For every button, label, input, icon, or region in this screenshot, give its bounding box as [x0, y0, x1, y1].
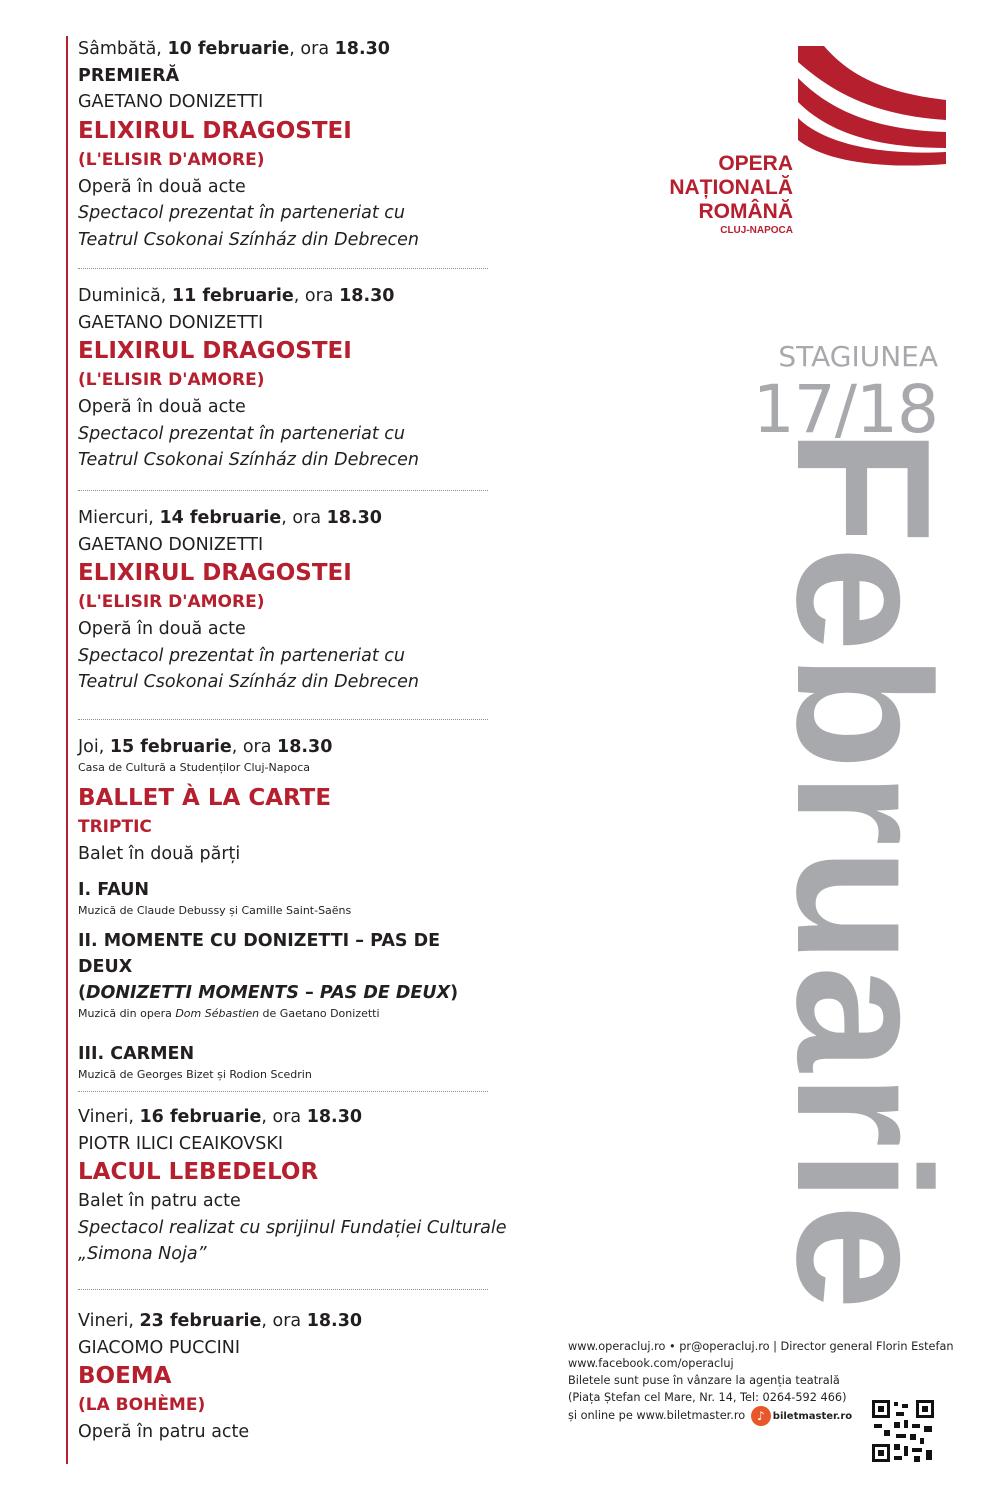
event-note: Spectacol prezentat în parteneriat cu [78, 423, 406, 444]
event-date: Duminică, 11 februarie, ora 18.30 [78, 286, 395, 306]
section-title: II. MOMENTE CU DONIZETTI – PAS DE DEUX [78, 931, 441, 977]
section-title: III. CARMEN [78, 1044, 195, 1064]
section-note: Muzică de Claude Debussy și Camille Saint-Saëns [78, 904, 352, 917]
event-subtitle: (L'ELISIR D'AMORE) [78, 370, 265, 390]
event-item [78, 1092, 507, 1290]
event-date: Vineri, 16 februarie, ora 18.30 [78, 1107, 363, 1127]
event-note: Spectacol realizat cu sprijinul Fundației Culturale [78, 1217, 507, 1238]
event-subtitle: TRIPTIC [78, 816, 152, 837]
event-date: Joi, 15 februarie, ora 18.30 [78, 737, 333, 757]
section-title: I. FAUN [78, 880, 150, 900]
opera-logo-text: OPERA NAȚIONALĂ ROMÂNĂ CLUJ-NAPOCA [669, 152, 793, 236]
event-composer: GAETANO DONIZETTI [78, 534, 264, 555]
footer-contact: www.operacluj.ro • pr@operacluj.ro | Director general Florin Estefan [568, 1340, 954, 1353]
ballet-section [78, 877, 488, 918]
event-genre: Operă în două acte [78, 397, 246, 417]
event-genre: Balet în patru acte [78, 1191, 241, 1211]
event-item [78, 36, 488, 269]
section-alt-title: (DONIZETTI MOMENTS – PAS DE DEUX) [78, 983, 459, 1003]
event-title: BALLET À LA CARTE [78, 784, 332, 811]
event-subtitle: (LA BOHÈME) [78, 1395, 206, 1415]
event-composer: GIACOMO PUCCINI [78, 1337, 241, 1358]
biletmaster-icon: ♪ [751, 1406, 771, 1426]
footer-address: (Piața Ștefan cel Mare, Nr. 14, Tel: 0264-592 466) [568, 1391, 847, 1404]
event-note: Teatrul Csokonai Színház din Debrecen [78, 672, 419, 692]
event-item [78, 491, 488, 720]
event-date: Sâmbătă, 10 februarie, ora 18.30 [78, 39, 390, 59]
event-item [78, 720, 488, 1092]
event-subtitle: (L'ELISIR D'AMORE) [78, 149, 265, 170]
premiere-label: PREMIERĂ [78, 65, 180, 86]
event-title: ELIXIRUL DRAGOSTEI [78, 560, 352, 586]
event-title: BOEMA [78, 1363, 172, 1389]
event-composer: GAETANO DONIZETTI [78, 92, 264, 112]
footer-facebook: www.facebook.com/operacluj [568, 1357, 734, 1370]
event-note: Spectacol prezentat în parteneriat cu [78, 203, 406, 223]
qr-code-icon [870, 1398, 936, 1464]
month-title: Februarie [757, 428, 969, 1312]
season-label: STAGIUNEA 17/18 [752, 340, 938, 448]
event-genre: Operă în patru acte [78, 1422, 250, 1442]
event-genre: Balet în două părți [78, 843, 241, 864]
ballet-section [78, 928, 488, 1021]
footer-online: și online pe www.biletmaster.ro ♪ biletmaster.ro [568, 1406, 954, 1426]
event-subtitle: (L'ELISIR D'AMORE) [78, 592, 265, 612]
event-note: Teatrul Csokonai Színház din Debrecen [78, 229, 419, 250]
event-note: Spectacol prezentat în parteneriat cu [78, 645, 406, 666]
event-date: Vineri, 23 februarie, ora 18.30 [78, 1311, 363, 1331]
event-title: LACUL LEBEDELOR [78, 1159, 319, 1185]
left-accent-rule [66, 36, 68, 1464]
event-note: Teatrul Csokonai Színház din Debrecen [78, 450, 419, 470]
event-title: ELIXIRUL DRAGOSTEI [78, 117, 352, 144]
event-list [78, 36, 507, 1446]
section-note: Muzică de Georges Bizet și Rodion Scedrin [78, 1068, 312, 1081]
event-item [78, 1290, 488, 1446]
event-date: Miercuri, 14 februarie, ora 18.30 [78, 508, 382, 528]
footer-tickets: Biletele sunt puse în vânzare la agenția teatrală [568, 1374, 840, 1387]
event-composer: PIOTR ILICI CEAIKOVSKI [78, 1133, 284, 1154]
event-composer: GAETANO DONIZETTI [78, 312, 264, 333]
event-venue: Casa de Cultură a Studenților Cluj-Napoca [78, 760, 310, 774]
event-genre: Operă în două acte [78, 176, 246, 197]
ballet-section [78, 1041, 488, 1082]
event-genre: Operă în două acte [78, 619, 246, 639]
event-item [78, 269, 488, 491]
section-note: Muzică din opera Dom Sébastien de Gaetano Donizetti [78, 1007, 380, 1020]
event-note: „Simona Noja” [78, 1244, 207, 1264]
event-title: ELIXIRUL DRAGOSTEI [78, 338, 352, 364]
